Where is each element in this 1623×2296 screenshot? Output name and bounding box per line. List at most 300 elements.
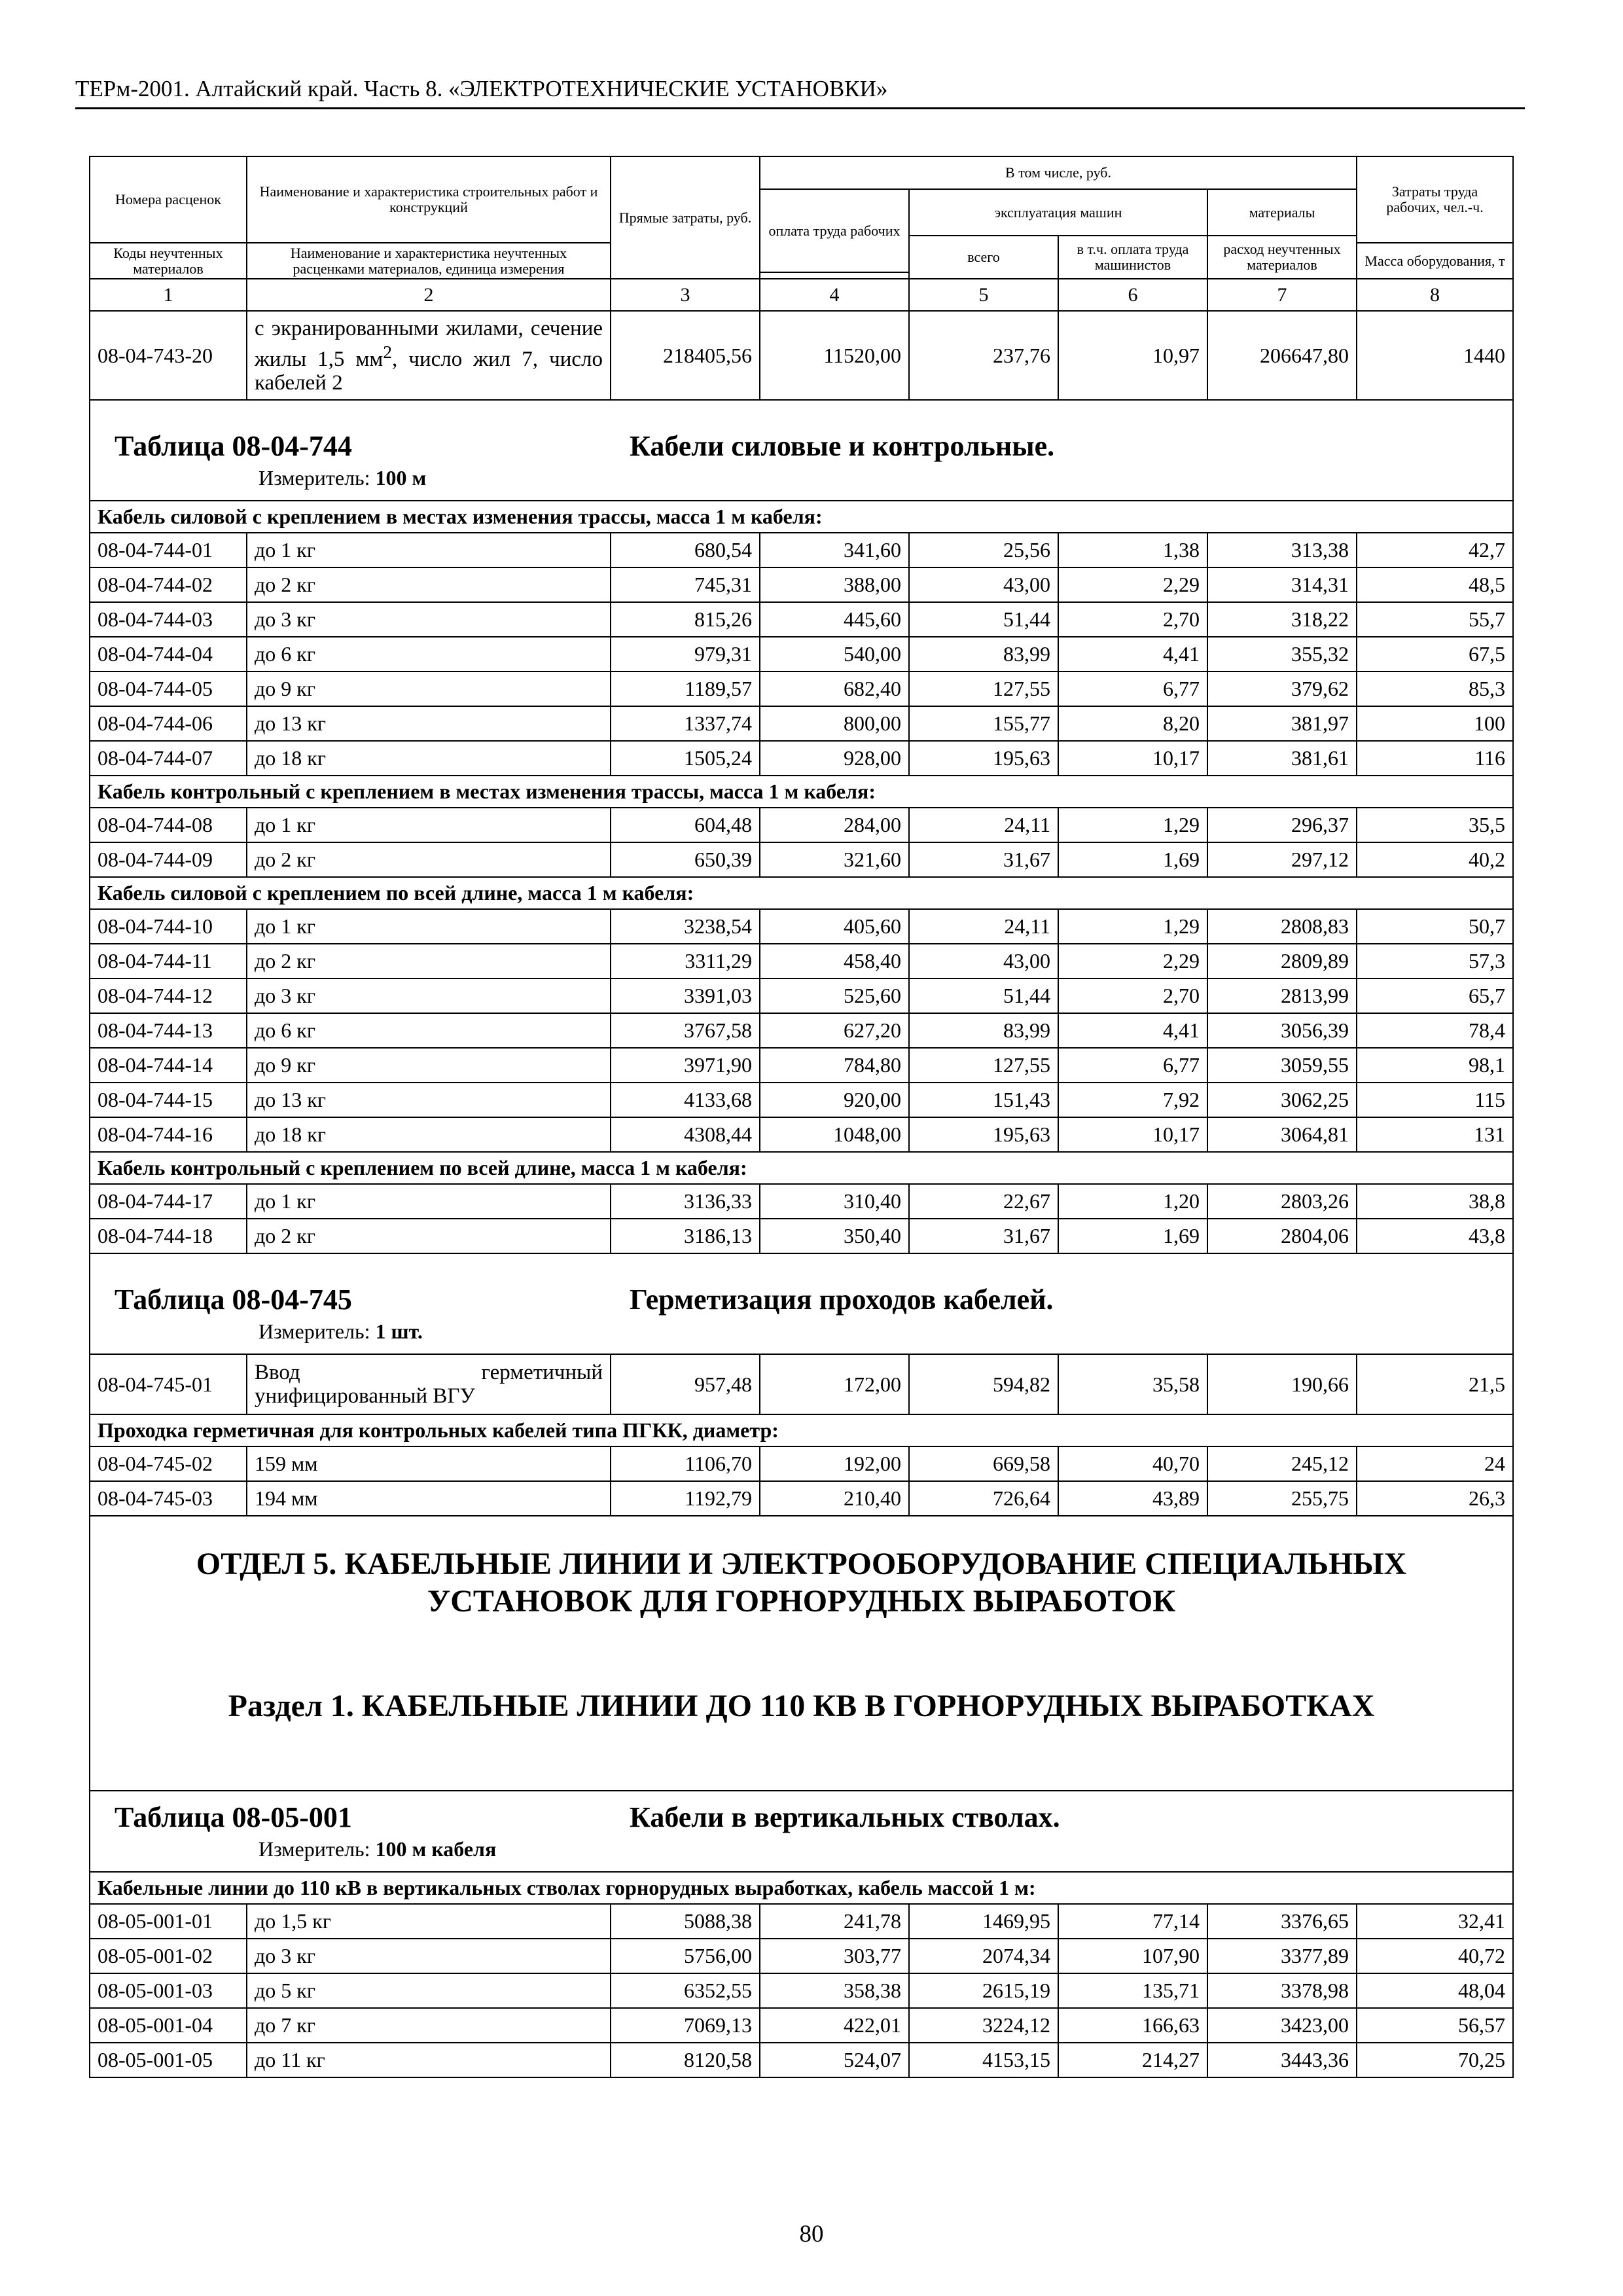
table-title: Кабели в вертикальных стволах. xyxy=(630,1801,1060,1833)
row-machines-labor: 2,29 xyxy=(1058,567,1207,602)
row-name xyxy=(247,311,611,400)
row-materials: 206647,80 xyxy=(1207,311,1357,400)
row-name: 194 мм xyxy=(247,1481,611,1516)
row-code: 08-04-744-17 xyxy=(90,1184,247,1219)
col-number: 1 xyxy=(90,279,247,311)
row-machines-labor: 10,17 xyxy=(1058,1117,1207,1152)
row-code: 08-05-001-03 xyxy=(90,1973,247,2008)
row-materials: 3423,00 xyxy=(1207,2008,1357,2043)
row-labor: 784,80 xyxy=(760,1048,909,1083)
row-code: 08-04-744-07 xyxy=(90,741,247,776)
table-heading-row xyxy=(90,1791,1513,1872)
row-name: до 7 кг xyxy=(247,2008,611,2043)
row-direct: 1106,70 xyxy=(611,1446,760,1481)
row-machines: 25,56 xyxy=(909,533,1058,567)
row-direct: 8120,58 xyxy=(611,2043,760,2077)
section-heading xyxy=(90,1516,1513,1791)
table-row xyxy=(90,1013,1513,1048)
row-name-superscript: 2 xyxy=(383,341,393,362)
row-direct: 5756,00 xyxy=(611,1939,760,1973)
table-row xyxy=(90,1446,1513,1481)
header-materials-consumption: расход неучтенных материалов xyxy=(1207,236,1357,279)
measure-label: Измеритель: xyxy=(259,1837,370,1861)
row-materials: 297,12 xyxy=(1207,842,1357,877)
table-row xyxy=(90,1117,1513,1152)
row-machines-labor: 43,89 xyxy=(1058,1481,1207,1516)
row-materials: 2809,89 xyxy=(1207,944,1357,978)
row-machines-labor: 1,29 xyxy=(1058,909,1207,944)
row-machines-labor: 35,58 xyxy=(1058,1354,1207,1414)
row-labor: 321,60 xyxy=(760,842,909,877)
row-mass: 38,8 xyxy=(1357,1184,1513,1219)
row-materials: 381,61 xyxy=(1207,741,1357,776)
row-labor: 928,00 xyxy=(760,741,909,776)
group-header: Кабель контрольный с креплением по всей длине, масса 1 м кабеля: xyxy=(90,1152,1513,1184)
table-heading-row xyxy=(90,400,1513,501)
row-name: 159 мм xyxy=(247,1446,611,1481)
row-labor: 920,00 xyxy=(760,1083,909,1117)
row-mass: 70,25 xyxy=(1357,2043,1513,2077)
row-machines-labor: 135,71 xyxy=(1058,1973,1207,2008)
row-machines: 594,82 xyxy=(909,1354,1058,1414)
row-machines: 24,11 xyxy=(909,808,1058,842)
row-materials: 2813,99 xyxy=(1207,978,1357,1013)
row-machines-labor: 6,77 xyxy=(1058,1048,1207,1083)
header-machines-labor: в т.ч. оплата труда машинистов xyxy=(1058,236,1207,279)
page-number: 80 xyxy=(799,2221,824,2248)
table-title: Герметизация проходов кабелей. xyxy=(630,1283,1054,1316)
header-name-work: Наименование и характеристика строительных работ и конструкций xyxy=(247,156,611,243)
row-code: 08-04-744-04 xyxy=(90,637,247,672)
row-name: до 11 кг xyxy=(247,2043,611,2077)
measure-label: Измеритель: xyxy=(259,1319,370,1343)
table-title: Кабели силовые и контрольные. xyxy=(630,430,1055,462)
row-labor: 303,77 xyxy=(760,1939,909,1973)
row-machines: 31,67 xyxy=(909,1219,1058,1253)
row-code: 08-05-001-04 xyxy=(90,2008,247,2043)
row-code: 08-04-744-01 xyxy=(90,533,247,567)
row-machines-labor: 1,38 xyxy=(1058,533,1207,567)
table-row xyxy=(90,706,1513,741)
row-machines: 669,58 xyxy=(909,1446,1058,1481)
row-machines: 83,99 xyxy=(909,1013,1058,1048)
row-direct: 7069,13 xyxy=(611,2008,760,2043)
row-mass: 98,1 xyxy=(1357,1048,1513,1083)
table-row xyxy=(90,808,1513,842)
row-name-text: с экранированными жилами, сечение жилы 1,5 мм xyxy=(255,316,603,371)
row-machines: 83,99 xyxy=(909,637,1058,672)
row-code: 08-04-743-20 xyxy=(90,311,247,400)
row-code: 08-04-745-02 xyxy=(90,1446,247,1481)
row-name: до 13 кг xyxy=(247,706,611,741)
row-mass: 43,8 xyxy=(1357,1219,1513,1253)
row-machines-labor: 2,70 xyxy=(1058,602,1207,637)
row-mass: 21,5 xyxy=(1357,1354,1513,1414)
table-row xyxy=(90,978,1513,1013)
row-name: до 3 кг xyxy=(247,602,611,637)
table-row xyxy=(90,1083,1513,1117)
table-row xyxy=(90,842,1513,877)
estimate-table xyxy=(89,156,1514,2078)
header-including: В том числе, руб. xyxy=(760,156,1357,189)
col-number: 8 xyxy=(1357,279,1513,311)
row-code: 08-05-001-05 xyxy=(90,2043,247,2077)
section-title-line: УСТАНОВОК ДЛЯ ГОРНОРУДНЫХ ВЫРАБОТОК xyxy=(427,1584,1176,1619)
row-name: до 5 кг xyxy=(247,1973,611,2008)
row-code: 08-04-744-12 xyxy=(90,978,247,1013)
row-direct: 3186,13 xyxy=(611,1219,760,1253)
row-code: 08-04-744-15 xyxy=(90,1083,247,1117)
table-row xyxy=(90,909,1513,944)
group-header: Кабельные линии до 110 кВ в вертикальных стволах горнорудных выработках, кабель массой 1 м: xyxy=(90,1872,1513,1904)
row-materials: 245,12 xyxy=(1207,1446,1357,1481)
row-name-text: , число жил 7, число кабелей 2 xyxy=(255,347,603,395)
row-mass: 35,5 xyxy=(1357,808,1513,842)
row-name: до 1 кг xyxy=(247,909,611,944)
row-direct: 979,31 xyxy=(611,637,760,672)
row-machines-labor: 10,97 xyxy=(1058,311,1207,400)
row-labor: 341,60 xyxy=(760,533,909,567)
row-mass: 55,7 xyxy=(1357,602,1513,637)
row-labor: 800,00 xyxy=(760,706,909,741)
row-materials: 255,75 xyxy=(1207,1481,1357,1516)
row-name: до 3 кг xyxy=(247,978,611,1013)
row-mass: 78,4 xyxy=(1357,1013,1513,1048)
row-direct: 4308,44 xyxy=(611,1117,760,1152)
row-materials: 3443,36 xyxy=(1207,2043,1357,2077)
row-mass: 40,2 xyxy=(1357,842,1513,877)
row-materials: 381,97 xyxy=(1207,706,1357,741)
row-machines-labor: 4,41 xyxy=(1058,1013,1207,1048)
col-number: 4 xyxy=(760,279,909,311)
row-labor: 405,60 xyxy=(760,909,909,944)
row-name: до 18 кг xyxy=(247,1117,611,1152)
row-labor: 388,00 xyxy=(760,567,909,602)
row-code: 08-04-744-09 xyxy=(90,842,247,877)
row-code: 08-04-744-11 xyxy=(90,944,247,978)
table-number: Таблица 08-04-744 xyxy=(115,430,352,462)
row-machines-labor: 1,20 xyxy=(1058,1184,1207,1219)
table-number: Таблица 08-04-745 xyxy=(115,1283,352,1316)
row-labor: 358,38 xyxy=(760,1973,909,2008)
row-machines: 2074,34 xyxy=(909,1939,1058,1973)
header-materials: материалы xyxy=(1207,189,1357,236)
row-direct: 3238,54 xyxy=(611,909,760,944)
row-direct: 815,26 xyxy=(611,602,760,637)
group-header: Кабель силовой с креплением в местах изменения трассы, масса 1 м кабеля: xyxy=(90,501,1513,533)
row-name: до 6 кг xyxy=(247,637,611,672)
row-direct: 3971,90 xyxy=(611,1048,760,1083)
row-direct: 1505,24 xyxy=(611,741,760,776)
table-row xyxy=(90,1939,1513,1973)
row-machines-labor: 77,14 xyxy=(1058,1904,1207,1939)
table-row xyxy=(90,2008,1513,2043)
row-materials: 318,22 xyxy=(1207,602,1357,637)
row-materials: 3056,39 xyxy=(1207,1013,1357,1048)
row-labor: 445,60 xyxy=(760,602,909,637)
row-mass: 57,3 xyxy=(1357,944,1513,978)
row-materials: 2808,83 xyxy=(1207,909,1357,944)
running-header: ТЕРм-2001. Алтайский край. Часть 8. «ЭЛЕКТРОТЕХНИЧЕСКИЕ УСТАНОВКИ» xyxy=(75,71,1525,109)
row-mass: 24 xyxy=(1357,1446,1513,1481)
table-number: Таблица 08-05-001 xyxy=(115,1801,352,1833)
row-labor: 525,60 xyxy=(760,978,909,1013)
row-name: до 13 кг xyxy=(247,1083,611,1117)
table-row xyxy=(90,2043,1513,2077)
row-materials: 313,38 xyxy=(1207,533,1357,567)
row-name: до 1 кг xyxy=(247,808,611,842)
row-materials: 355,32 xyxy=(1207,637,1357,672)
row-mass: 116 xyxy=(1357,741,1513,776)
group-header-row xyxy=(90,1872,1513,1904)
table-row xyxy=(90,1481,1513,1516)
row-machines-labor: 2,70 xyxy=(1058,978,1207,1013)
measure-unit xyxy=(259,1837,496,1861)
row-machines: 195,63 xyxy=(909,1117,1058,1152)
row-materials: 2804,06 xyxy=(1207,1219,1357,1253)
row-materials: 3059,55 xyxy=(1207,1048,1357,1083)
row-machines-labor: 8,20 xyxy=(1058,706,1207,741)
table-row xyxy=(90,1904,1513,1939)
row-machines-labor: 40,70 xyxy=(1058,1446,1207,1481)
row-code: 08-04-744-14 xyxy=(90,1048,247,1083)
table-heading xyxy=(90,1791,1513,1872)
row-labor: 11520,00 xyxy=(760,311,909,400)
row-machines: 127,55 xyxy=(909,672,1058,706)
row-name: до 18 кг xyxy=(247,741,611,776)
table-row xyxy=(90,1354,1513,1414)
row-mass: 85,3 xyxy=(1357,672,1513,706)
table-row xyxy=(90,311,1513,400)
row-machines-labor: 4,41 xyxy=(1058,637,1207,672)
row-mass: 40,72 xyxy=(1357,1939,1513,1973)
row-direct: 957,48 xyxy=(611,1354,760,1414)
row-name: до 9 кг xyxy=(247,672,611,706)
row-direct: 1189,57 xyxy=(611,672,760,706)
group-header-row xyxy=(90,776,1513,808)
row-labor: 284,00 xyxy=(760,808,909,842)
measure-value: 1 шт. xyxy=(375,1319,423,1343)
row-mass: 50,7 xyxy=(1357,909,1513,944)
table-row xyxy=(90,1219,1513,1253)
col-number: 2 xyxy=(247,279,611,311)
row-mass: 48,04 xyxy=(1357,1973,1513,2008)
row-machines: 4153,15 xyxy=(909,2043,1058,2077)
table-row xyxy=(90,1184,1513,1219)
row-code: 08-04-745-03 xyxy=(90,1481,247,1516)
table-row xyxy=(90,533,1513,567)
row-direct: 745,31 xyxy=(611,567,760,602)
row-direct: 1192,79 xyxy=(611,1481,760,1516)
row-labor: 241,78 xyxy=(760,1904,909,1939)
row-labor: 458,40 xyxy=(760,944,909,978)
row-code: 08-04-744-13 xyxy=(90,1013,247,1048)
header-num-codes: Номера расценок xyxy=(90,156,247,243)
group-header: Проходка герметичная для контрольных кабелей типа ПГКК, диаметр: xyxy=(90,1414,1513,1446)
header-direct-costs: Прямые затраты, руб. xyxy=(611,156,760,279)
row-name: до 1,5 кг xyxy=(247,1904,611,1939)
row-labor: 350,40 xyxy=(760,1219,909,1253)
section-subtitle: Раздел 1. КАБЕЛЬНЫЕ ЛИНИИ ДО 110 КВ В ГОРНОРУДНЫХ ВЫРАБОТКАХ xyxy=(228,1689,1375,1723)
row-machines-labor: 1,69 xyxy=(1058,842,1207,877)
row-labor: 1048,00 xyxy=(760,1117,909,1152)
row-name: до 1 кг xyxy=(247,1184,611,1219)
header-labor-pay: оплата труда рабочих xyxy=(760,189,909,272)
row-name: до 1 кг xyxy=(247,533,611,567)
section-title xyxy=(98,1516,1505,1620)
row-mass: 32,41 xyxy=(1357,1904,1513,1939)
measure-value: 100 м кабеля xyxy=(375,1837,497,1861)
row-materials: 190,66 xyxy=(1207,1354,1357,1414)
row-materials: 3378,98 xyxy=(1207,1973,1357,2008)
table-heading xyxy=(90,1253,1513,1354)
row-materials: 3064,81 xyxy=(1207,1117,1357,1152)
measure-unit xyxy=(259,1319,423,1344)
row-mass: 1440 xyxy=(1357,311,1513,400)
row-machines: 51,44 xyxy=(909,602,1058,637)
row-machines-labor: 10,17 xyxy=(1058,741,1207,776)
estimate-table-body xyxy=(90,156,1513,2077)
col-number: 7 xyxy=(1207,279,1357,311)
group-header-row xyxy=(90,1152,1513,1184)
row-mass: 67,5 xyxy=(1357,637,1513,672)
row-mass: 115 xyxy=(1357,1083,1513,1117)
row-materials: 379,62 xyxy=(1207,672,1357,706)
row-direct: 5088,38 xyxy=(611,1904,760,1939)
group-header-row xyxy=(90,877,1513,909)
row-machines-labor: 1,69 xyxy=(1058,1219,1207,1253)
row-code: 08-04-744-05 xyxy=(90,672,247,706)
row-machines: 43,00 xyxy=(909,567,1058,602)
table-row xyxy=(90,1048,1513,1083)
row-materials: 296,37 xyxy=(1207,808,1357,842)
row-name: до 2 кг xyxy=(247,567,611,602)
row-machines-labor: 166,63 xyxy=(1058,2008,1207,2043)
row-machines: 151,43 xyxy=(909,1083,1058,1117)
row-machines: 1469,95 xyxy=(909,1904,1058,1939)
row-direct: 4133,68 xyxy=(611,1083,760,1117)
row-machines: 237,76 xyxy=(909,311,1058,400)
row-machines: 43,00 xyxy=(909,944,1058,978)
row-machines: 726,64 xyxy=(909,1481,1058,1516)
row-machines: 2615,19 xyxy=(909,1973,1058,2008)
row-code: 08-04-744-18 xyxy=(90,1219,247,1253)
row-labor: 192,00 xyxy=(760,1446,909,1481)
header-material-codes: Коды неучтенных материалов xyxy=(90,243,247,279)
measure-unit xyxy=(259,466,426,490)
row-direct: 650,39 xyxy=(611,842,760,877)
group-header: Кабель силовой с креплением по всей длине, масса 1 м кабеля: xyxy=(90,877,1513,909)
row-code: 08-05-001-01 xyxy=(90,1904,247,1939)
row-mass: 100 xyxy=(1357,706,1513,741)
row-mass: 65,7 xyxy=(1357,978,1513,1013)
row-machines: 51,44 xyxy=(909,978,1058,1013)
group-header: Кабель контрольный с креплением в местах изменения трассы, масса 1 м кабеля: xyxy=(90,776,1513,808)
row-code: 08-04-744-02 xyxy=(90,567,247,602)
row-direct: 6352,55 xyxy=(611,1973,760,2008)
table-heading xyxy=(90,400,1513,501)
row-name: до 6 кг xyxy=(247,1013,611,1048)
group-header-row xyxy=(90,1414,1513,1446)
group-header-row xyxy=(90,501,1513,533)
col-number: 6 xyxy=(1058,279,1207,311)
row-direct: 3767,58 xyxy=(611,1013,760,1048)
table-row xyxy=(90,1973,1513,2008)
row-code: 08-04-744-10 xyxy=(90,909,247,944)
row-code: 08-04-745-01 xyxy=(90,1354,247,1414)
col-number: 3 xyxy=(611,279,760,311)
row-labor: 172,00 xyxy=(760,1354,909,1414)
row-materials: 2803,26 xyxy=(1207,1184,1357,1219)
row-machines: 3224,12 xyxy=(909,2008,1058,2043)
row-mass: 131 xyxy=(1357,1117,1513,1152)
row-code: 08-04-744-03 xyxy=(90,602,247,637)
row-labor: 310,40 xyxy=(760,1184,909,1219)
row-mass: 56,57 xyxy=(1357,2008,1513,2043)
row-labor: 627,20 xyxy=(760,1013,909,1048)
table-row xyxy=(90,672,1513,706)
row-machines: 31,67 xyxy=(909,842,1058,877)
table-row xyxy=(90,567,1513,602)
row-machines-labor: 6,77 xyxy=(1058,672,1207,706)
row-name: Ввод герметичный унифицированный ВГУ xyxy=(247,1354,611,1414)
row-direct: 218405,56 xyxy=(611,311,760,400)
row-direct: 3136,33 xyxy=(611,1184,760,1219)
row-machines-labor: 107,90 xyxy=(1058,1939,1207,1973)
row-mass: 26,3 xyxy=(1357,1481,1513,1516)
row-mass: 42,7 xyxy=(1357,533,1513,567)
row-direct: 1337,74 xyxy=(611,706,760,741)
row-materials: 3062,25 xyxy=(1207,1083,1357,1117)
header-material-names: Наименование и характеристика неучтенных расценками материалов, единица измерения xyxy=(247,243,611,279)
row-code: 08-04-744-06 xyxy=(90,706,247,741)
table-row xyxy=(90,602,1513,637)
row-machines: 127,55 xyxy=(909,1048,1058,1083)
row-materials: 3376,65 xyxy=(1207,1904,1357,1939)
table-heading-row xyxy=(90,1253,1513,1354)
header-machines-total: всего xyxy=(909,236,1058,279)
row-code: 08-04-744-08 xyxy=(90,808,247,842)
measure-value: 100 м xyxy=(375,466,427,490)
row-machines: 155,77 xyxy=(909,706,1058,741)
row-machines: 24,11 xyxy=(909,909,1058,944)
row-direct: 3311,29 xyxy=(611,944,760,978)
row-machines-labor: 7,92 xyxy=(1058,1083,1207,1117)
row-mass: 48,5 xyxy=(1357,567,1513,602)
row-name: до 2 кг xyxy=(247,1219,611,1253)
row-machines: 195,63 xyxy=(909,741,1058,776)
col-number: 5 xyxy=(909,279,1058,311)
row-name: до 9 кг xyxy=(247,1048,611,1083)
row-labor: 682,40 xyxy=(760,672,909,706)
section-title-line: ОТДЕЛ 5. КАБЕЛЬНЫЕ ЛИНИИ И ЭЛЕКТРООБОРУДОВАНИЕ СПЕЦИАЛЬНЫХ xyxy=(196,1547,1407,1581)
row-materials: 3377,89 xyxy=(1207,1939,1357,1973)
row-direct: 3391,03 xyxy=(611,978,760,1013)
row-labor: 422,01 xyxy=(760,2008,909,2043)
table-row xyxy=(90,637,1513,672)
row-labor: 524,07 xyxy=(760,2043,909,2077)
table-row xyxy=(90,741,1513,776)
row-labor: 210,40 xyxy=(760,1481,909,1516)
header-equipment-mass: Масса оборудования, т xyxy=(1357,243,1513,279)
row-code: 08-05-001-02 xyxy=(90,1939,247,1973)
measure-label: Измеритель: xyxy=(259,466,370,490)
row-machines-labor: 214,27 xyxy=(1058,2043,1207,2077)
row-direct: 604,48 xyxy=(611,808,760,842)
header-labor-costs: Затраты труда рабочих, чел.-ч. xyxy=(1357,156,1513,243)
row-materials: 314,31 xyxy=(1207,567,1357,602)
row-name: до 2 кг xyxy=(247,944,611,978)
